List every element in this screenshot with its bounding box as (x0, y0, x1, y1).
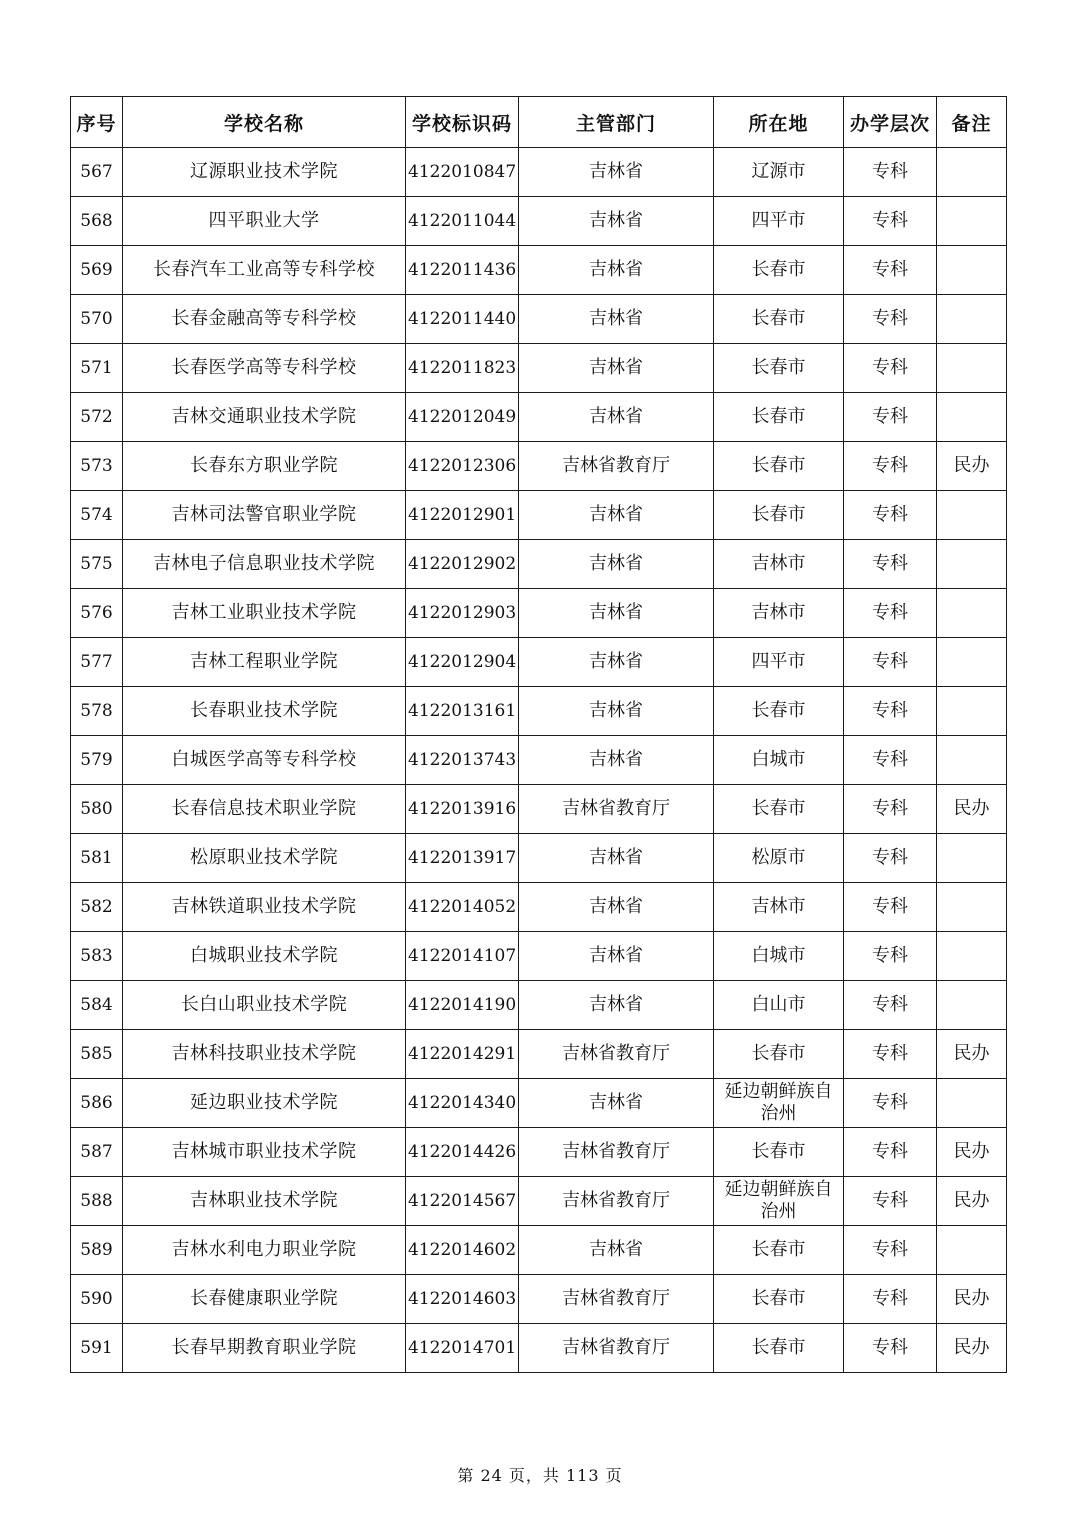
table-row (71, 1079, 1007, 1128)
level-cell: 专科 (844, 1079, 937, 1128)
seq-cell: 584 (71, 981, 123, 1030)
department-cell: 吉林省 (519, 883, 714, 932)
seq-cell: 577 (71, 638, 123, 687)
column-header-school-name: 学校名称 (123, 97, 406, 148)
school-code-cell: 4122014602 (406, 1226, 519, 1275)
school-name-cell: 吉林工程职业学院 (123, 638, 406, 687)
level-cell: 专科 (844, 540, 937, 589)
table-row (71, 638, 1007, 687)
department-cell: 吉林省 (519, 687, 714, 736)
seq-cell: 573 (71, 442, 123, 491)
level-cell: 专科 (844, 1177, 937, 1226)
table-row (71, 834, 1007, 883)
level-cell: 专科 (844, 246, 937, 295)
school-code-cell: 4122011436 (406, 246, 519, 295)
location-cell: 长春市 (714, 687, 844, 736)
school-name-cell: 吉林铁道职业技术学院 (123, 883, 406, 932)
table-row (71, 1030, 1007, 1079)
table-row (71, 1128, 1007, 1177)
school-name-cell: 长春金融高等专科学校 (123, 295, 406, 344)
level-cell: 专科 (844, 295, 937, 344)
table-row (71, 883, 1007, 932)
location-cell: 白山市 (714, 981, 844, 1030)
level-cell: 专科 (844, 834, 937, 883)
department-cell: 吉林省 (519, 932, 714, 981)
seq-cell: 572 (71, 393, 123, 442)
school-code-cell: 4122012902 (406, 540, 519, 589)
department-cell: 吉林省 (519, 638, 714, 687)
seq-cell: 568 (71, 197, 123, 246)
level-cell: 专科 (844, 393, 937, 442)
table-row (71, 1226, 1007, 1275)
table-row (71, 1275, 1007, 1324)
seq-cell: 587 (71, 1128, 123, 1177)
location-cell: 松原市 (714, 834, 844, 883)
table-row (71, 442, 1007, 491)
seq-cell: 586 (71, 1079, 123, 1128)
school-code-cell: 4122012049 (406, 393, 519, 442)
column-header-seq: 序号 (71, 97, 123, 148)
school-name-cell: 长春医学高等专科学校 (123, 344, 406, 393)
table-body (71, 148, 1007, 1373)
remarks-cell: 民办 (937, 785, 1007, 834)
level-cell: 专科 (844, 1030, 937, 1079)
department-cell: 吉林省 (519, 197, 714, 246)
remarks-cell (937, 932, 1007, 981)
location-cell: 长春市 (714, 1324, 844, 1373)
level-cell: 专科 (844, 442, 937, 491)
location-cell: 长春市 (714, 246, 844, 295)
level-cell: 专科 (844, 344, 937, 393)
table-row (71, 393, 1007, 442)
school-name-cell: 长白山职业技术学院 (123, 981, 406, 1030)
school-name-cell: 长春汽车工业高等专科学校 (123, 246, 406, 295)
table-row (71, 197, 1007, 246)
remarks-cell (937, 246, 1007, 295)
school-code-cell: 4122014426 (406, 1128, 519, 1177)
school-code-cell: 4122012904 (406, 638, 519, 687)
department-cell: 吉林省教育厅 (519, 1030, 714, 1079)
table-row (71, 246, 1007, 295)
seq-cell: 589 (71, 1226, 123, 1275)
remarks-cell (937, 834, 1007, 883)
school-name-cell: 吉林科技职业技术学院 (123, 1030, 406, 1079)
location-cell: 长春市 (714, 393, 844, 442)
seq-cell: 569 (71, 246, 123, 295)
location-cell: 长春市 (714, 1128, 844, 1177)
department-cell: 吉林省 (519, 1079, 714, 1128)
seq-cell: 571 (71, 344, 123, 393)
table-row (71, 687, 1007, 736)
remarks-cell (937, 540, 1007, 589)
location-cell: 吉林市 (714, 589, 844, 638)
school-code-cell: 4122014701 (406, 1324, 519, 1373)
school-name-cell: 延边职业技术学院 (123, 1079, 406, 1128)
remarks-cell (937, 687, 1007, 736)
location-cell: 长春市 (714, 442, 844, 491)
seq-cell: 583 (71, 932, 123, 981)
remarks-cell (937, 491, 1007, 540)
school-code-cell: 4122013743 (406, 736, 519, 785)
remarks-cell (937, 1226, 1007, 1275)
location-cell: 白城市 (714, 736, 844, 785)
remarks-cell (937, 736, 1007, 785)
table-row (71, 785, 1007, 834)
level-cell: 专科 (844, 1226, 937, 1275)
column-header-location: 所在地 (714, 97, 844, 148)
remarks-cell (937, 638, 1007, 687)
level-cell: 专科 (844, 736, 937, 785)
department-cell: 吉林省教育厅 (519, 785, 714, 834)
location-cell: 吉林市 (714, 883, 844, 932)
seq-cell: 570 (71, 295, 123, 344)
department-cell: 吉林省 (519, 981, 714, 1030)
remarks-cell (937, 589, 1007, 638)
remarks-cell: 民办 (937, 1128, 1007, 1177)
department-cell: 吉林省 (519, 736, 714, 785)
remarks-cell: 民办 (937, 1324, 1007, 1373)
column-header-school-code: 学校标识码 (406, 97, 519, 148)
level-cell: 专科 (844, 1324, 937, 1373)
seq-cell: 579 (71, 736, 123, 785)
seq-cell: 580 (71, 785, 123, 834)
seq-cell: 581 (71, 834, 123, 883)
school-name-cell: 长春早期教育职业学院 (123, 1324, 406, 1373)
department-cell: 吉林省 (519, 834, 714, 883)
school-name-cell: 长春信息技术职业学院 (123, 785, 406, 834)
table-row (71, 981, 1007, 1030)
level-cell: 专科 (844, 638, 937, 687)
school-code-cell: 4122013917 (406, 834, 519, 883)
seq-cell: 574 (71, 491, 123, 540)
department-cell: 吉林省 (519, 295, 714, 344)
department-cell: 吉林省 (519, 344, 714, 393)
remarks-cell: 民办 (937, 1177, 1007, 1226)
level-cell: 专科 (844, 197, 937, 246)
school-name-cell: 长春健康职业学院 (123, 1275, 406, 1324)
school-code-cell: 4122014190 (406, 981, 519, 1030)
seq-cell: 576 (71, 589, 123, 638)
school-code-cell: 4122014052 (406, 883, 519, 932)
school-code-cell: 4122012903 (406, 589, 519, 638)
column-header-remarks: 备注 (937, 97, 1007, 148)
school-code-cell: 4122013916 (406, 785, 519, 834)
remarks-cell: 民办 (937, 1275, 1007, 1324)
table-row (71, 491, 1007, 540)
location-cell: 长春市 (714, 1226, 844, 1275)
school-code-cell: 4122010847 (406, 148, 519, 197)
school-code-cell: 4122011440 (406, 295, 519, 344)
table-row (71, 736, 1007, 785)
level-cell: 专科 (844, 687, 937, 736)
level-cell: 专科 (844, 1275, 937, 1324)
table-row (71, 295, 1007, 344)
column-header-department: 主管部门 (519, 97, 714, 148)
school-name-cell: 白城医学高等专科学校 (123, 736, 406, 785)
department-cell: 吉林省教育厅 (519, 1275, 714, 1324)
department-cell: 吉林省教育厅 (519, 442, 714, 491)
location-cell: 长春市 (714, 1275, 844, 1324)
school-code-cell: 4122013161 (406, 687, 519, 736)
table-row (71, 148, 1007, 197)
school-name-cell: 辽源职业技术学院 (123, 148, 406, 197)
column-header-level: 办学层次 (844, 97, 937, 148)
seq-cell: 585 (71, 1030, 123, 1079)
school-name-cell: 吉林工业职业技术学院 (123, 589, 406, 638)
department-cell: 吉林省 (519, 148, 714, 197)
remarks-cell: 民办 (937, 1030, 1007, 1079)
school-code-cell: 4122011044 (406, 197, 519, 246)
school-code-cell: 4122014340 (406, 1079, 519, 1128)
remarks-cell (937, 148, 1007, 197)
department-cell: 吉林省 (519, 1226, 714, 1275)
location-cell: 延边朝鲜族自治州 (714, 1177, 844, 1226)
location-cell: 四平市 (714, 638, 844, 687)
department-cell: 吉林省 (519, 491, 714, 540)
department-cell: 吉林省 (519, 540, 714, 589)
remarks-cell (937, 981, 1007, 1030)
level-cell: 专科 (844, 1128, 937, 1177)
department-cell: 吉林省 (519, 246, 714, 295)
remarks-cell: 民办 (937, 442, 1007, 491)
location-cell: 延边朝鲜族自治州 (714, 1079, 844, 1128)
level-cell: 专科 (844, 785, 937, 834)
level-cell: 专科 (844, 883, 937, 932)
school-name-cell: 长春东方职业学院 (123, 442, 406, 491)
school-name-cell: 长春职业技术学院 (123, 687, 406, 736)
school-code-cell: 4122014107 (406, 932, 519, 981)
header-row (71, 97, 1007, 148)
seq-cell: 567 (71, 148, 123, 197)
location-cell: 长春市 (714, 491, 844, 540)
table-row (71, 932, 1007, 981)
remarks-cell (937, 344, 1007, 393)
level-cell: 专科 (844, 932, 937, 981)
table-row (71, 1324, 1007, 1373)
school-name-cell: 吉林电子信息职业技术学院 (123, 540, 406, 589)
department-cell: 吉林省 (519, 589, 714, 638)
location-cell: 长春市 (714, 295, 844, 344)
seq-cell: 590 (71, 1275, 123, 1324)
location-cell: 吉林市 (714, 540, 844, 589)
department-cell: 吉林省 (519, 393, 714, 442)
remarks-cell (937, 197, 1007, 246)
school-list-sheet (70, 96, 1006, 1373)
school-name-cell: 吉林水利电力职业学院 (123, 1226, 406, 1275)
school-code-cell: 4122012901 (406, 491, 519, 540)
seq-cell: 578 (71, 687, 123, 736)
remarks-cell (937, 393, 1007, 442)
location-cell: 四平市 (714, 197, 844, 246)
school-name-cell: 吉林交通职业技术学院 (123, 393, 406, 442)
level-cell: 专科 (844, 589, 937, 638)
school-name-cell: 吉林司法警官职业学院 (123, 491, 406, 540)
remarks-cell (937, 1079, 1007, 1128)
school-code-cell: 4122011823 (406, 344, 519, 393)
table-row (71, 589, 1007, 638)
remarks-cell (937, 295, 1007, 344)
school-code-cell: 4122014567 (406, 1177, 519, 1226)
seq-cell: 582 (71, 883, 123, 932)
school-name-cell: 松原职业技术学院 (123, 834, 406, 883)
school-name-cell: 吉林职业技术学院 (123, 1177, 406, 1226)
remarks-cell (937, 883, 1007, 932)
school-list-table (70, 96, 1007, 1373)
school-code-cell: 4122014291 (406, 1030, 519, 1079)
school-code-cell: 4122014603 (406, 1275, 519, 1324)
seq-cell: 588 (71, 1177, 123, 1226)
table-row (71, 540, 1007, 589)
level-cell: 专科 (844, 148, 937, 197)
page-footer: 第 24 页，共 113 页 (457, 1466, 623, 1485)
department-cell: 吉林省教育厅 (519, 1324, 714, 1373)
table-row (71, 344, 1007, 393)
location-cell: 白城市 (714, 932, 844, 981)
school-name-cell: 四平职业大学 (123, 197, 406, 246)
seq-cell: 591 (71, 1324, 123, 1373)
location-cell: 长春市 (714, 344, 844, 393)
location-cell: 长春市 (714, 785, 844, 834)
department-cell: 吉林省教育厅 (519, 1177, 714, 1226)
level-cell: 专科 (844, 981, 937, 1030)
department-cell: 吉林省教育厅 (519, 1128, 714, 1177)
seq-cell: 575 (71, 540, 123, 589)
location-cell: 辽源市 (714, 148, 844, 197)
level-cell: 专科 (844, 491, 937, 540)
location-cell: 长春市 (714, 1030, 844, 1079)
school-code-cell: 4122012306 (406, 442, 519, 491)
table-row (71, 1177, 1007, 1226)
school-name-cell: 白城职业技术学院 (123, 932, 406, 981)
school-name-cell: 吉林城市职业技术学院 (123, 1128, 406, 1177)
